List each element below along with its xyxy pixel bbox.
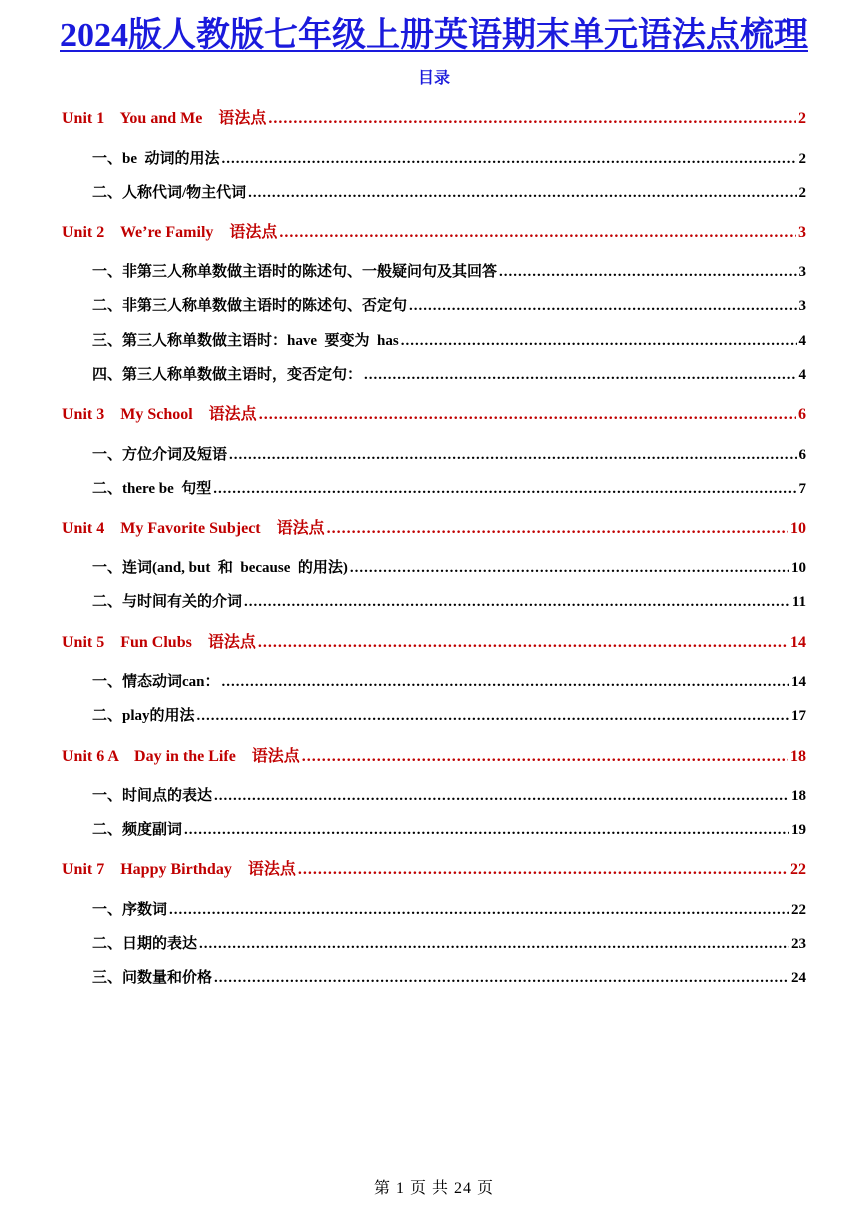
toc-page-number: 6 [798, 406, 806, 423]
dot-leader [229, 445, 796, 465]
dot-leader [499, 262, 796, 282]
toc-item[interactable] [92, 968, 806, 988]
toc-item[interactable] [92, 149, 806, 169]
dot-leader [258, 632, 788, 654]
toc-heading: 目录 [417, 70, 450, 87]
document-title: 2024版人教版七年级上册英语期末单元语法点梳理 [60, 17, 808, 54]
dot-leader [409, 296, 796, 316]
toc-entry-label: Unit 2 We’re Family 语法点 [62, 224, 278, 241]
toc-page-number: 3 [798, 264, 806, 280]
dot-leader [259, 404, 796, 426]
toc-page-number: 11 [791, 594, 806, 610]
toc-page-number: 3 [798, 298, 806, 314]
toc-unit-1[interactable] [62, 108, 806, 130]
toc-entry-label: 二、there be 句型 [92, 481, 212, 497]
toc-page-number: 3 [798, 224, 806, 241]
toc-entry-label: Unit 4 My Favorite Subject 语法点 [62, 520, 325, 537]
toc-page-number: 10 [790, 520, 806, 537]
toc-entry-label: 一、时间点的表达 [92, 788, 213, 804]
dot-leader [302, 746, 788, 768]
toc-entry-label: 一、连词(and, but 和 because 的用法) [92, 560, 348, 576]
toc-unit-3[interactable] [62, 404, 806, 426]
toc-page-number: 23 [791, 936, 806, 952]
toc-entry-label: 一、方位介词及短语 [92, 447, 228, 463]
toc-page-number: 2 [798, 151, 806, 167]
toc-page-number: 10 [791, 560, 806, 576]
dot-leader [401, 331, 797, 351]
toc-entry-label: Unit 3 My School 语法点 [62, 406, 257, 423]
toc-item[interactable] [92, 934, 806, 954]
toc-item[interactable] [92, 592, 806, 612]
toc-unit-7[interactable] [62, 859, 806, 881]
toc-entry-label: 二、play的用法 [92, 708, 195, 724]
toc-page-number: 18 [790, 748, 806, 765]
toc-entry-label: 一、非第三人称单数做主语时的陈述句、一般疑问句及其回答 [92, 264, 498, 280]
toc-item[interactable] [92, 183, 806, 203]
toc-unit-6[interactable] [62, 746, 806, 768]
dot-leader [268, 108, 796, 130]
dot-leader [350, 558, 789, 578]
dot-leader [214, 786, 789, 806]
toc-item[interactable] [92, 706, 806, 726]
toc-page-number: 17 [791, 708, 806, 724]
toc-item[interactable] [92, 558, 806, 578]
toc-page-number: 19 [791, 822, 806, 838]
toc-unit-2[interactable] [62, 222, 806, 244]
toc-page-number: 14 [791, 674, 806, 690]
dot-leader [222, 149, 797, 169]
toc-entry-label: 二、人称代词/物主代词 [92, 185, 247, 201]
toc-entry-label: Unit 1 You and Me 语法点 [62, 110, 267, 127]
dot-leader [298, 859, 788, 881]
toc-entry-label: Unit 6 A Day in the Life 语法点 [62, 748, 300, 765]
toc-entry-label: 一、be 动词的用法 [92, 151, 220, 167]
toc-page-number: 22 [791, 902, 806, 918]
dot-leader [222, 672, 789, 692]
toc-entry-label: Unit 5 Fun Clubs 语法点 [62, 634, 256, 651]
toc-page-number: 6 [798, 447, 806, 463]
dot-leader [279, 222, 796, 244]
toc-unit-4[interactable] [62, 518, 806, 540]
toc-item[interactable] [92, 445, 806, 465]
toc-entry-label: Unit 7 Happy Birthday 语法点 [62, 861, 296, 878]
toc-entry-label: 一、情态动词can： [92, 674, 220, 690]
toc-entry-label: 三、问数量和价格 [92, 970, 213, 986]
toc-item[interactable] [92, 672, 806, 692]
toc-page-number: 4 [798, 367, 806, 383]
toc-entry-label: 三、第三人称单数做主语时：have 要变为 has [92, 333, 399, 349]
toc-entry-label: 一、序数词 [92, 902, 168, 918]
toc-entry-label: 二、日期的表达 [92, 936, 198, 952]
dot-leader [248, 183, 796, 203]
toc-item[interactable] [92, 900, 806, 920]
dot-leader [214, 968, 789, 988]
toc-page-number: 14 [790, 634, 806, 651]
toc-item[interactable] [92, 820, 806, 840]
dot-leader [197, 706, 789, 726]
dot-leader [184, 820, 789, 840]
toc-page-number: 22 [790, 861, 806, 878]
toc-entry-label: 二、与时间有关的介词 [92, 594, 243, 610]
dot-leader [213, 479, 796, 499]
toc-entry-label: 四、第三人称单数做主语时，变否定句： [92, 367, 363, 383]
toc-entry-label: 二、非第三人称单数做主语时的陈述句、否定句 [92, 298, 408, 314]
toc-page-number: 2 [798, 110, 806, 127]
dot-leader [169, 900, 789, 920]
toc-page-number: 2 [798, 185, 806, 201]
toc-item[interactable] [92, 262, 806, 282]
toc-page-number: 24 [791, 970, 806, 986]
toc-page-number: 7 [798, 481, 806, 497]
dot-leader [199, 934, 789, 954]
toc-page-number: 4 [798, 333, 806, 349]
dot-leader [327, 518, 788, 540]
page-footer: 第 1 页 共 24 页 [373, 1180, 494, 1197]
toc-entry-label: 二、频度副词 [92, 822, 183, 838]
toc-item[interactable] [92, 296, 806, 316]
toc-item[interactable] [92, 786, 806, 806]
toc-item[interactable] [92, 479, 806, 499]
dot-leader [244, 592, 790, 612]
dot-leader [364, 365, 796, 385]
toc-item[interactable] [92, 331, 806, 351]
toc-unit-5[interactable] [62, 632, 806, 654]
toc-item[interactable] [92, 365, 806, 385]
toc-page-number: 18 [791, 788, 806, 804]
